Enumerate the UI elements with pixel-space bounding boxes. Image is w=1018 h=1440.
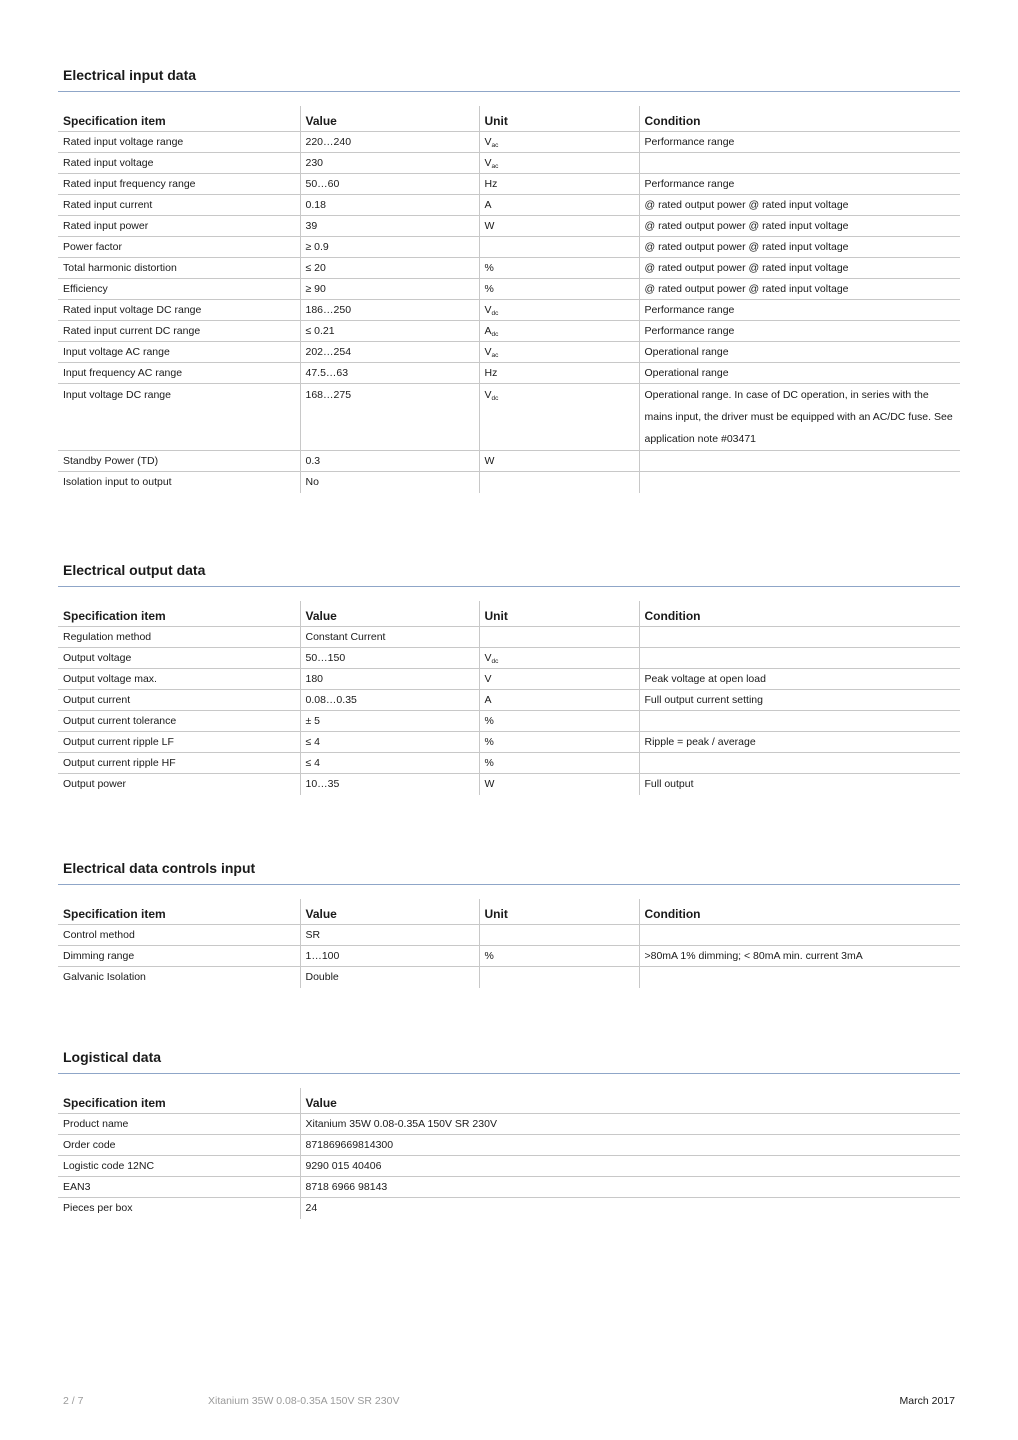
unit-cell: $V_{dc}$ [479, 384, 639, 451]
column-header: Value [300, 1088, 960, 1114]
value-cell: ≥ 0.9 [300, 237, 479, 258]
spec-item-cell: Output current tolerance [58, 711, 300, 732]
condition-cell: @ rated output power @ rated input voltage [639, 258, 960, 279]
value-cell: No [300, 472, 479, 493]
condition-cell [639, 451, 960, 472]
unit-cell: % [479, 732, 639, 753]
table-row [58, 153, 960, 174]
table-row [58, 967, 960, 988]
spec-item-cell: Rated input voltage range [58, 132, 300, 153]
spec-item-cell: Logistic code 12NC [58, 1156, 300, 1177]
condition-cell: >80mA 1% dimming; < 80mA min. current 3mA [639, 946, 960, 967]
unit-cell: Hz [479, 174, 639, 195]
spec-table [58, 106, 960, 493]
condition-cell [639, 967, 960, 988]
spec-item-cell: Control method [58, 925, 300, 946]
spec-item-cell: Isolation input to output [63, 476, 172, 488]
condition-cell: Ripple = peak / average [639, 732, 960, 753]
condition-cell [639, 472, 960, 493]
table-row [58, 774, 960, 795]
unit-cell: $V_{ac}$ [479, 132, 639, 153]
spec-item-cell: Rated input power [58, 216, 300, 237]
spec-item-cell: Output current ripple HF [58, 753, 300, 774]
table-row [58, 300, 960, 321]
spec-item-cell: Rated input frequency range [58, 174, 300, 195]
value-cell: 10…35 [300, 774, 479, 795]
unit-cell: % [479, 946, 639, 967]
table-row [58, 384, 960, 451]
condition-cell [639, 648, 960, 669]
condition-cell [639, 711, 960, 732]
condition-cell: Full output [639, 774, 960, 795]
table-row [58, 1156, 960, 1177]
spec-item-cell: Standby Power (TD) [58, 451, 300, 472]
condition-cell: @ rated output power @ rated input voltage [639, 216, 960, 237]
condition-cell [639, 925, 960, 946]
value-cell: 50…60 [300, 174, 479, 195]
value-cell: ≤ 4 [300, 732, 479, 753]
table-row [58, 946, 960, 967]
column-header: Value [300, 899, 479, 925]
table-row [58, 279, 960, 300]
value-cell: ± 5 [300, 711, 479, 732]
table-row [58, 132, 960, 153]
table-row [58, 648, 960, 669]
section-title: Electrical data controls input [58, 859, 960, 885]
spec-item-cell: Product name [58, 1114, 300, 1135]
condition-cell: @ rated output power @ rated input voltage [639, 195, 960, 216]
spec-table [58, 899, 960, 988]
value-cell: 47.5…63 [300, 363, 479, 384]
spec-item-cell: Output current ripple LF [58, 732, 300, 753]
table-row [58, 925, 960, 946]
value-cell: 230 [300, 153, 479, 174]
condition-cell: @ rated output power @ rated input voltage [639, 279, 960, 300]
value-cell: SR [300, 925, 479, 946]
condition-cell: Operational range [639, 342, 960, 363]
table-row [58, 669, 960, 690]
section-electrical-input [58, 66, 960, 493]
condition-cell [639, 153, 960, 174]
spec-item-cell: EAN3 [58, 1177, 300, 1198]
value-cell: ≤ 0.21 [300, 321, 479, 342]
spec-item-cell: Regulation method [58, 627, 300, 648]
unit-cell: $A_{dc}$ [479, 321, 639, 342]
section-logistical [58, 1048, 960, 1219]
spec-table [58, 1088, 960, 1219]
value-cell: 0.08…0.35 [300, 690, 479, 711]
condition-cell: Performance range [639, 321, 960, 342]
column-header: Specification item [58, 106, 300, 132]
spec-item-cell: Galvanic Isolation [63, 971, 146, 983]
value-cell: 9290 015 40406 [300, 1156, 960, 1177]
value-cell: 180 [300, 669, 479, 690]
value-cell: 220…240 [300, 132, 479, 153]
section-title: Electrical output data [58, 561, 960, 587]
unit-cell: $V_{dc}$ [479, 648, 639, 669]
footer-page-number: 2 / 7 [63, 1395, 84, 1407]
spec-item-cell: Efficiency [58, 279, 300, 300]
table-row [58, 711, 960, 732]
unit-cell [479, 472, 639, 493]
column-header: Specification item [58, 899, 300, 925]
value-cell: 39 [300, 216, 479, 237]
unit-cell: $V_{ac}$ [479, 153, 639, 174]
column-header: Specification item [58, 1088, 300, 1114]
table-row [58, 1135, 960, 1156]
value-cell: Constant Current [300, 627, 479, 648]
table-row [58, 237, 960, 258]
column-header: Condition [639, 601, 960, 627]
table-header-row [58, 106, 960, 132]
unit-cell: W [479, 216, 639, 237]
spec-item-cell: Pieces per box [63, 1202, 133, 1214]
column-header: Unit [479, 899, 639, 925]
spec-item-cell: Output power [63, 778, 127, 790]
spec-item-cell: Order code [58, 1135, 300, 1156]
condition-cell [639, 627, 960, 648]
table-row [58, 1177, 960, 1198]
spec-item-cell: Total harmonic distortion [58, 258, 300, 279]
condition-cell: @ rated output power @ rated input voltage [639, 237, 960, 258]
value-cell: 168…275 [300, 384, 479, 451]
value-cell: 8718 6966 98143 [300, 1177, 960, 1198]
footer-product-name: Xitanium 35W 0.08-0.35A 150V SR 230V [208, 1395, 400, 1407]
value-cell: Xitanium 35W 0.08-0.35A 150V SR 230V [300, 1114, 960, 1135]
spec-item-cell: Output current [58, 690, 300, 711]
section-electrical-output [58, 561, 960, 795]
table-header-row [58, 601, 960, 627]
column-header: Condition [639, 106, 960, 132]
table-header-row [58, 1088, 960, 1114]
value-cell: Double [300, 967, 479, 988]
spec-item-cell: Rated input voltage DC range [58, 300, 300, 321]
spec-item-cell: Input voltage DC range [58, 384, 300, 451]
spec-item-cell: Input voltage AC range [58, 342, 300, 363]
condition-cell: Performance range [639, 132, 960, 153]
table-row [58, 1198, 960, 1219]
unit-cell [479, 967, 639, 988]
spec-item-cell: Rated input voltage [58, 153, 300, 174]
unit-cell: W [479, 774, 639, 795]
spec-item-cell: Dimming range [58, 946, 300, 967]
unit-cell: A [479, 195, 639, 216]
table-row [58, 216, 960, 237]
unit-cell: A [479, 690, 639, 711]
spec-item-cell: Output voltage [58, 648, 300, 669]
unit-cell: W [479, 451, 639, 472]
unit-cell [479, 627, 639, 648]
table-row [58, 258, 960, 279]
section-title: Electrical input data [58, 66, 960, 92]
unit-cell: V [479, 669, 639, 690]
unit-cell: % [479, 711, 639, 732]
value-cell: 202…254 [300, 342, 479, 363]
table-header-row [58, 899, 960, 925]
condition-cell: Peak voltage at open load [639, 669, 960, 690]
value-cell: 871869669814300 [300, 1135, 960, 1156]
condition-cell: Operational range. In case of DC operation, in series with the mains input, the driver must be equipped with an AC/DC fuse. See application note #03471 [639, 384, 960, 451]
condition-cell: Full output current setting [639, 690, 960, 711]
spec-item-cell: Rated input current DC range [58, 321, 300, 342]
value-cell: ≤ 4 [300, 753, 479, 774]
value-cell: 24 [300, 1198, 960, 1219]
unit-cell [479, 237, 639, 258]
table-row [58, 342, 960, 363]
table-row [58, 451, 960, 472]
table-row [58, 174, 960, 195]
table-row [58, 195, 960, 216]
value-cell: 0.18 [300, 195, 479, 216]
table-row [58, 321, 960, 342]
table-row [58, 627, 960, 648]
value-cell: 0.3 [300, 451, 479, 472]
column-header: Unit [479, 601, 639, 627]
column-header: Unit [479, 106, 639, 132]
footer-date: March 2017 [899, 1395, 955, 1407]
value-cell: 1…100 [300, 946, 479, 967]
unit-cell: $V_{dc}$ [479, 300, 639, 321]
unit-cell: % [479, 753, 639, 774]
unit-cell: % [479, 279, 639, 300]
unit-cell: Hz [479, 363, 639, 384]
section-title: Logistical data [58, 1048, 960, 1074]
column-header: Condition [639, 899, 960, 925]
table-row [58, 472, 960, 493]
condition-cell: Performance range [639, 300, 960, 321]
table-row [58, 690, 960, 711]
table-row [58, 1114, 960, 1135]
value-cell: 186…250 [300, 300, 479, 321]
column-header: Value [300, 106, 479, 132]
table-row [58, 363, 960, 384]
unit-cell: % [479, 258, 639, 279]
spec-item-cell: Rated input current [58, 195, 300, 216]
value-cell: ≥ 90 [300, 279, 479, 300]
section-controls-input [58, 859, 960, 988]
spec-item-cell: Power factor [58, 237, 300, 258]
value-cell: 50…150 [300, 648, 479, 669]
column-header: Value [300, 601, 479, 627]
spec-item-cell: Input frequency AC range [58, 363, 300, 384]
unit-cell [479, 925, 639, 946]
unit-cell: $V_{ac}$ [479, 342, 639, 363]
condition-cell: Performance range [639, 174, 960, 195]
value-cell: ≤ 20 [300, 258, 479, 279]
condition-cell: Operational range [639, 363, 960, 384]
table-row [58, 732, 960, 753]
column-header: Specification item [58, 601, 300, 627]
condition-cell [639, 753, 960, 774]
spec-table [58, 601, 960, 795]
table-row [58, 753, 960, 774]
spec-item-cell: Output voltage max. [58, 669, 300, 690]
